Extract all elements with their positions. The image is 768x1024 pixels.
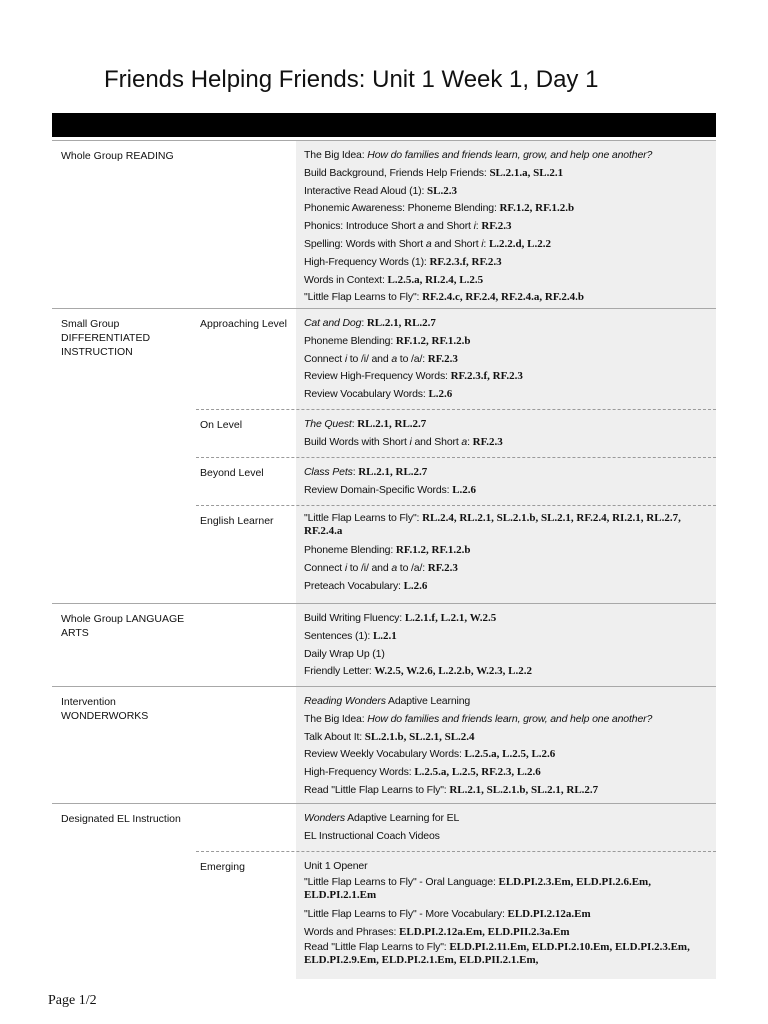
page-number: Page 1/2 — [48, 993, 97, 1008]
content-line — [304, 663, 710, 681]
standard-code: SL.2.1.a, SL.2.1 — [489, 166, 564, 179]
content-line — [304, 711, 710, 729]
section-content — [296, 506, 716, 604]
standard-code: RF.2.3 — [427, 561, 458, 574]
line-text: Build Background, Friends Help Friends: — [304, 166, 490, 179]
section-english-learner — [196, 505, 716, 604]
content-line — [304, 560, 710, 578]
line-text: Connect — [304, 561, 345, 574]
line-text: to /i/ and — [347, 561, 392, 574]
standard-code: RF.2.4.c, RF.2.4, RF.2.4.a, RF.2.4.b — [422, 291, 584, 304]
content-line — [304, 183, 710, 201]
header-bar — [52, 113, 716, 137]
standard-code: L.2.6 — [428, 388, 453, 401]
italic-text: Reading Wonders — [304, 695, 386, 707]
line-text: "Little Flap Learns to Fly" - More Vocabulary: — [304, 907, 508, 920]
standard-code: RL.2.1, RL.2.7 — [366, 317, 436, 329]
content-line — [304, 315, 710, 333]
line-text: Adaptive Learning — [385, 695, 471, 707]
section-label: Whole Group LANGUAGE ARTS — [61, 613, 185, 639]
standard-code: L.2.1 — [372, 629, 397, 642]
content-line — [304, 764, 710, 782]
line-text: The Big Idea: — [304, 149, 368, 161]
section-label: Designated EL Instruction — [61, 813, 181, 825]
content-line — [304, 924, 710, 942]
section-sublabel: English Learner — [200, 515, 274, 527]
section-content — [296, 852, 716, 979]
section-label: Whole Group READING — [61, 150, 174, 162]
line-text: Unit 1 Opener — [304, 860, 368, 872]
standard-code: ELD.PI.2.12a.Em — [507, 907, 591, 920]
standard-code: L.2.6 — [452, 483, 477, 496]
section-language-arts — [52, 603, 716, 687]
line-text: : — [351, 418, 358, 430]
section-content — [296, 141, 716, 309]
line-text: to /a/: — [397, 561, 428, 574]
section-label: Intervention WONDERWORKS — [61, 696, 149, 722]
line-text: EL Instructional Coach Videos — [304, 829, 440, 842]
line-text: Spelling: Words with Short — [304, 237, 426, 250]
italic-text: a — [461, 435, 468, 448]
line-text: "Little Flap Learns to Fly" - Oral Language: — [304, 875, 499, 888]
line-text: Friendly Letter: — [304, 665, 375, 678]
content-line — [304, 351, 710, 369]
standard-code: RF.1.2, RF.1.2.b — [395, 334, 471, 347]
section-emerging — [196, 851, 716, 979]
standard-code: RL.2.4, RL.2.1, SL.2.1.b, SL.2.1, RF.2.4, RI.2.1, RL.2.7, RF.2.4.a — [304, 512, 681, 537]
section-content — [296, 604, 716, 687]
section-sublabel: On Level — [200, 419, 243, 431]
standard-code: RF.1.2, RF.1.2.b — [499, 202, 575, 215]
standard-code: RL.2.1, SL.2.1.b, SL.2.1, RL.2.7 — [449, 783, 599, 796]
line-text: : — [483, 237, 489, 250]
section-whole-group-reading — [52, 140, 716, 309]
content-line — [304, 272, 710, 290]
content-line — [304, 610, 710, 628]
line-text: Preteach Vocabulary: — [304, 579, 404, 592]
section-label: Small Group DIFFERENTIATED INSTRUCTION — [61, 318, 151, 358]
line-text: The Big Idea: — [304, 712, 368, 725]
standard-code: RL.2.1, RL.2.7 — [358, 466, 428, 478]
standard-code: RF.2.3 — [427, 352, 458, 365]
section-sublabel: Beyond Level — [200, 467, 264, 479]
content-line — [304, 941, 710, 967]
content-line — [304, 333, 710, 351]
content-line — [304, 482, 710, 500]
line-text: High-Frequency Words (1): — [304, 255, 430, 268]
standard-code: ELD.PI.2.3.Em, ELD.PI.2.6.Em, ELD.PI.2.1.Em — [304, 875, 651, 901]
standard-code: SL.2.3 — [427, 184, 458, 197]
content-line — [304, 828, 710, 846]
italic-text: How do families and friends learn, grow, and help one another? — [367, 712, 653, 725]
content-line — [304, 416, 710, 434]
section-beyond-level — [196, 457, 716, 506]
line-text: Connect — [304, 352, 345, 365]
line-text: Sentences (1): — [304, 629, 373, 642]
section-content — [296, 804, 716, 852]
standard-code: L.2.5.a, RI.2.4, L.2.5 — [387, 273, 484, 286]
italic-text: a — [425, 237, 432, 250]
content-line — [304, 876, 710, 902]
content-line — [304, 746, 710, 764]
section-intervention — [52, 686, 716, 804]
section-content — [296, 410, 716, 458]
line-text: : — [361, 317, 367, 329]
italic-text: i — [344, 352, 348, 365]
page-title: Friends Helping Friends: Unit 1 Week 1, Day 1 — [104, 66, 599, 93]
italic-text: How do families and friends learn, grow, and help one another? — [367, 149, 653, 161]
italic-text: Class Pets — [304, 466, 353, 478]
content-line — [304, 147, 710, 165]
section-content — [296, 687, 716, 804]
standard-code: RF.1.2, RF.1.2.b — [395, 544, 471, 556]
line-text: Phoneme Blending: — [304, 544, 396, 556]
section-content — [296, 309, 716, 410]
content-line — [304, 512, 710, 538]
line-text: Daily Wrap Up (1) — [304, 647, 385, 660]
italic-text: i — [344, 561, 348, 574]
line-text: Review Vocabulary Words: — [304, 388, 429, 401]
line-text: : — [467, 435, 473, 448]
content-line — [304, 386, 710, 404]
line-text: Adaptive Learning for EL — [344, 812, 460, 824]
line-text: Talk About It: — [304, 730, 365, 743]
content-line — [304, 200, 710, 218]
standard-code: RF.2.3.f, RF.2.3 — [429, 255, 502, 268]
line-text: Phonics: Introduce Short — [304, 220, 419, 233]
line-text: Build Words with Short — [304, 435, 410, 448]
section-on-level — [196, 409, 716, 458]
line-text: Phoneme Blending: — [304, 334, 396, 347]
line-text: "Little Flap Learns to Fly": — [304, 291, 423, 304]
standard-code: L.2.6 — [403, 579, 428, 592]
section-sublabel: Emerging — [200, 861, 245, 873]
content-line — [304, 289, 710, 307]
content-line — [304, 578, 710, 596]
line-text: and Short — [431, 237, 482, 250]
content-line — [304, 858, 710, 876]
italic-text: Cat and Dog — [304, 317, 362, 329]
content-line — [304, 810, 710, 828]
line-text: Review Domain-Specific Words: — [304, 483, 453, 496]
standard-code: L.2.1.f, L.2.1, W.2.5 — [404, 612, 497, 624]
content-line — [304, 218, 710, 236]
line-text: to /a/: — [397, 352, 428, 365]
line-text: to /i/ and — [347, 352, 392, 365]
content-line — [304, 782, 710, 800]
line-text: High-Frequency Words: — [304, 766, 415, 779]
standard-code: L.2.5.a, L.2.5, RF.2.3, L.2.6 — [414, 766, 541, 779]
line-text: : — [475, 220, 482, 233]
italic-text: a — [418, 220, 424, 233]
content-line — [304, 236, 710, 254]
line-text: "Little Flap Learns to Fly": — [304, 512, 423, 524]
line-text: and Short — [411, 435, 462, 448]
standard-code: RF.2.3 — [472, 435, 503, 448]
line-text: Words and Phrases: — [304, 925, 400, 938]
standard-code: RL.2.1, RL.2.7 — [357, 418, 427, 430]
content-line — [304, 693, 710, 711]
content-line — [304, 906, 710, 924]
line-text: Words in Context: — [304, 273, 388, 286]
italic-text: a — [391, 352, 398, 365]
italic-text: i — [481, 237, 484, 250]
standard-code: ELD.PI.2.12a.Em, ELD.PII.2.3a.Em — [399, 925, 570, 938]
content-line — [304, 254, 710, 272]
standard-code: RF.2.3 — [481, 220, 512, 233]
content-line — [304, 628, 710, 646]
section-small-group-approaching — [52, 308, 716, 410]
standard-code: RF.2.3.f, RF.2.3 — [450, 370, 523, 383]
content-line — [304, 165, 710, 183]
italic-text: The Quest — [304, 418, 352, 430]
section-sublabel: Approaching Level — [200, 318, 287, 330]
standard-code: W.2.5, W.2.6, L.2.2.b, W.2.3, L.2.2 — [374, 665, 533, 678]
content-line — [304, 434, 710, 452]
italic-text: a — [391, 561, 398, 574]
line-text: Read "Little Flap Learns to Fly": — [304, 941, 450, 954]
standard-code: SL.2.1.b, SL.2.1, SL.2.4 — [364, 730, 475, 743]
standard-code: ELD.PI.2.11.Em, ELD.PI.2.10.Em, ELD.PI.2.3.Em, ELD.PI.2.9.Em, ELD.PI.2.1.Em, ELD.PII.2.1.Em, — [304, 941, 690, 967]
line-text: Phonemic Awareness: Phoneme Blending: — [304, 202, 500, 215]
section-content — [296, 458, 716, 506]
italic-text: Wonders — [304, 812, 345, 824]
italic-text: i — [473, 220, 476, 233]
content-line — [304, 729, 710, 747]
section-designated-el — [52, 803, 716, 852]
content-line — [304, 464, 710, 482]
line-text: : — [352, 466, 359, 478]
content-line — [304, 646, 710, 664]
line-text: Review High-Frequency Words: — [304, 370, 451, 383]
content-line — [304, 368, 710, 386]
line-text: Build Writing Fluency: — [304, 612, 405, 624]
line-text: Review Weekly Vocabulary Words: — [304, 748, 465, 761]
standard-code: L.2.5.a, L.2.5, L.2.6 — [464, 748, 556, 761]
line-text: Read "Little Flap Learns to Fly": — [304, 783, 450, 796]
content-line — [304, 542, 710, 560]
standard-code: L.2.2.d, L.2.2 — [488, 237, 552, 250]
line-text: and Short — [423, 220, 474, 233]
line-text: Interactive Read Aloud (1): — [304, 184, 428, 197]
italic-text: i — [409, 435, 412, 448]
